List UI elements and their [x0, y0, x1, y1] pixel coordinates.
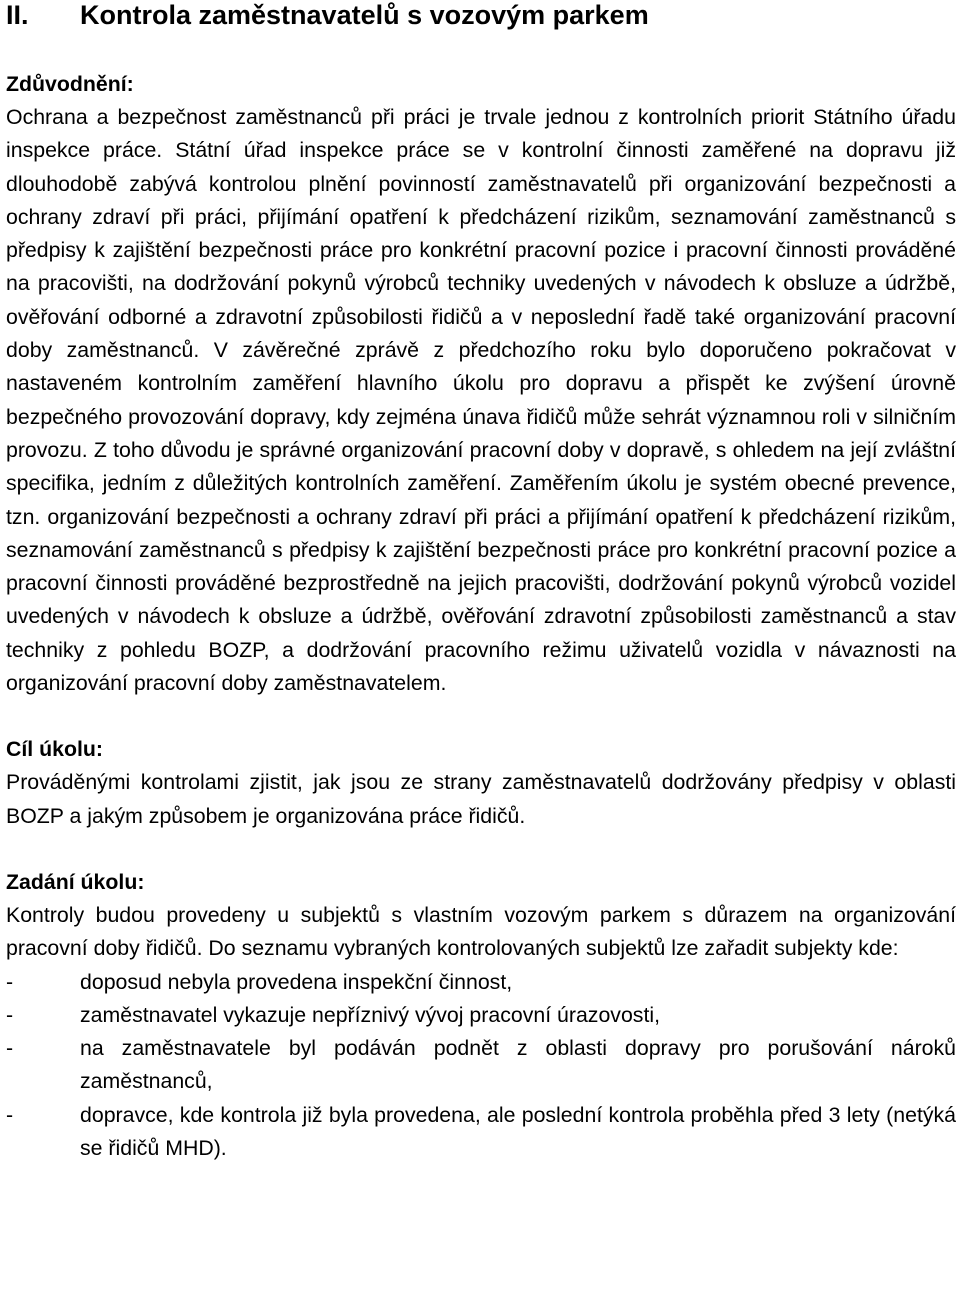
list-item [6, 1099, 956, 1166]
justification-text: Ochrana a bezpečnost zaměstnanců při práci je trvale jednou z kontrolních priorit Státního úřadu inspekce práce. Státní úřad inspekce práce se v kontrolní činnosti zaměřené na dopravu již dlouhodobě zabývá kontrolou plnění povinností zaměstnavatelů při organizování bezpečnosti a ochrany zdraví při práci, přijímání opatření k předcházení rizikům, seznamování zaměstnanců s předpisy k zajištění bezpečnosti práce pro konkrétní pracovní pozice i pracovní činnosti prováděné na pracovišti, na dodržování pokynů výrobců techniky uvedených v návodech k obsluze a údržbě, ověřování odborné a zdravotní způsobilosti řidičů a v neposlední řadě také organizování pracovní doby zaměstnanců. V závěrečné zprávě z předchozího roku bylo doporučeno pokračovat v nastaveném kontrolním zaměření hlavního úkolu pro dopravu a přispět ke zvýšení úrovně bezpečného provozování dopravy, kdy zejména únava řidičů může sehrát významnou roli v silničním provozu. Z toho důvodu je správné organizování pracovní doby v dopravě, s ohledem na její zvláštní specifika, jedním z důležitých kontrolních zaměření. Zaměřením úkolu je systém obecné prevence, tzn. organizování bezpečnosti a ochrany zdraví při práci a přijímání opatření k předcházení rizikům, seznamování zaměstnanců s předpisy k zajištění bezpečnosti práce pro konkrétní pracovní pozice a pracovní činnosti prováděné bezprostředně na jejich pracovišti, dodržování pokynů výrobců vozidel uvedených v návodech k obsluze a údržbě, ověřování zdravotní způsobilosti zaměstnanců a stav techniky z pohledu BOZP, a dodržování pracovního režimu uživatelů vozidla v návaznosti na organizování pracovní doby zaměstnavatelem. [6, 105, 956, 696]
list-item-text: zaměstnavatel vykazuje nepříznivý vývoj pracovní úrazovosti, [80, 1002, 661, 1027]
document-page [6, 0, 956, 1165]
spacer [6, 833, 956, 866]
list-item-text: dopravce, kde kontrola již byla provedena, ale poslední kontrola proběhla před 3 lety (netýká se řidičů MHD). [80, 1102, 956, 1161]
list-item [6, 966, 956, 999]
goal-section [6, 733, 956, 833]
list-item-text: na zaměstnavatele byl podáván podnět z oblasti dopravy pro porušování nároků zaměstnanců, [80, 1036, 956, 1094]
bullet-marker: - [6, 1036, 14, 1061]
list-item [6, 1032, 956, 1099]
spacer [6, 30, 956, 68]
bullet-marker: - [6, 969, 14, 994]
bullet-marker: - [6, 1102, 14, 1127]
spacer [6, 700, 956, 733]
bullet-marker: - [6, 1002, 14, 1027]
assignment-label: Zadání úkolu: [6, 869, 145, 894]
criteria-list [6, 966, 956, 1166]
list-item-text: doposud nebyla provedena inspekční činnost, [80, 969, 513, 994]
chapter-number: II. [6, 0, 29, 30]
justification-section [6, 68, 956, 700]
assignment-text: Kontroly budou provedeny u subjektů s vlastním vozovým parkem s důrazem na organizování pracovní doby řidičů. Do seznamu vybraných kontrolovaných subjektů lze zařadit subjekty kde: [6, 902, 956, 961]
chapter-title: Kontrola zaměstnavatelů s vozovým parkem [80, 0, 649, 30]
chapter-heading [6, 0, 956, 30]
assignment-section [6, 866, 956, 1165]
goal-label: Cíl úkolu: [6, 737, 104, 762]
justification-label: Zdůvodnění: [6, 72, 134, 96]
goal-text: Prováděnými kontrolami zjistit, jak jsou ze strany zaměstnavatelů dodržovány předpisy v oblasti BOZP a jakým způsobem je organizována práce řidičů. [6, 770, 956, 828]
list-item [6, 999, 956, 1032]
